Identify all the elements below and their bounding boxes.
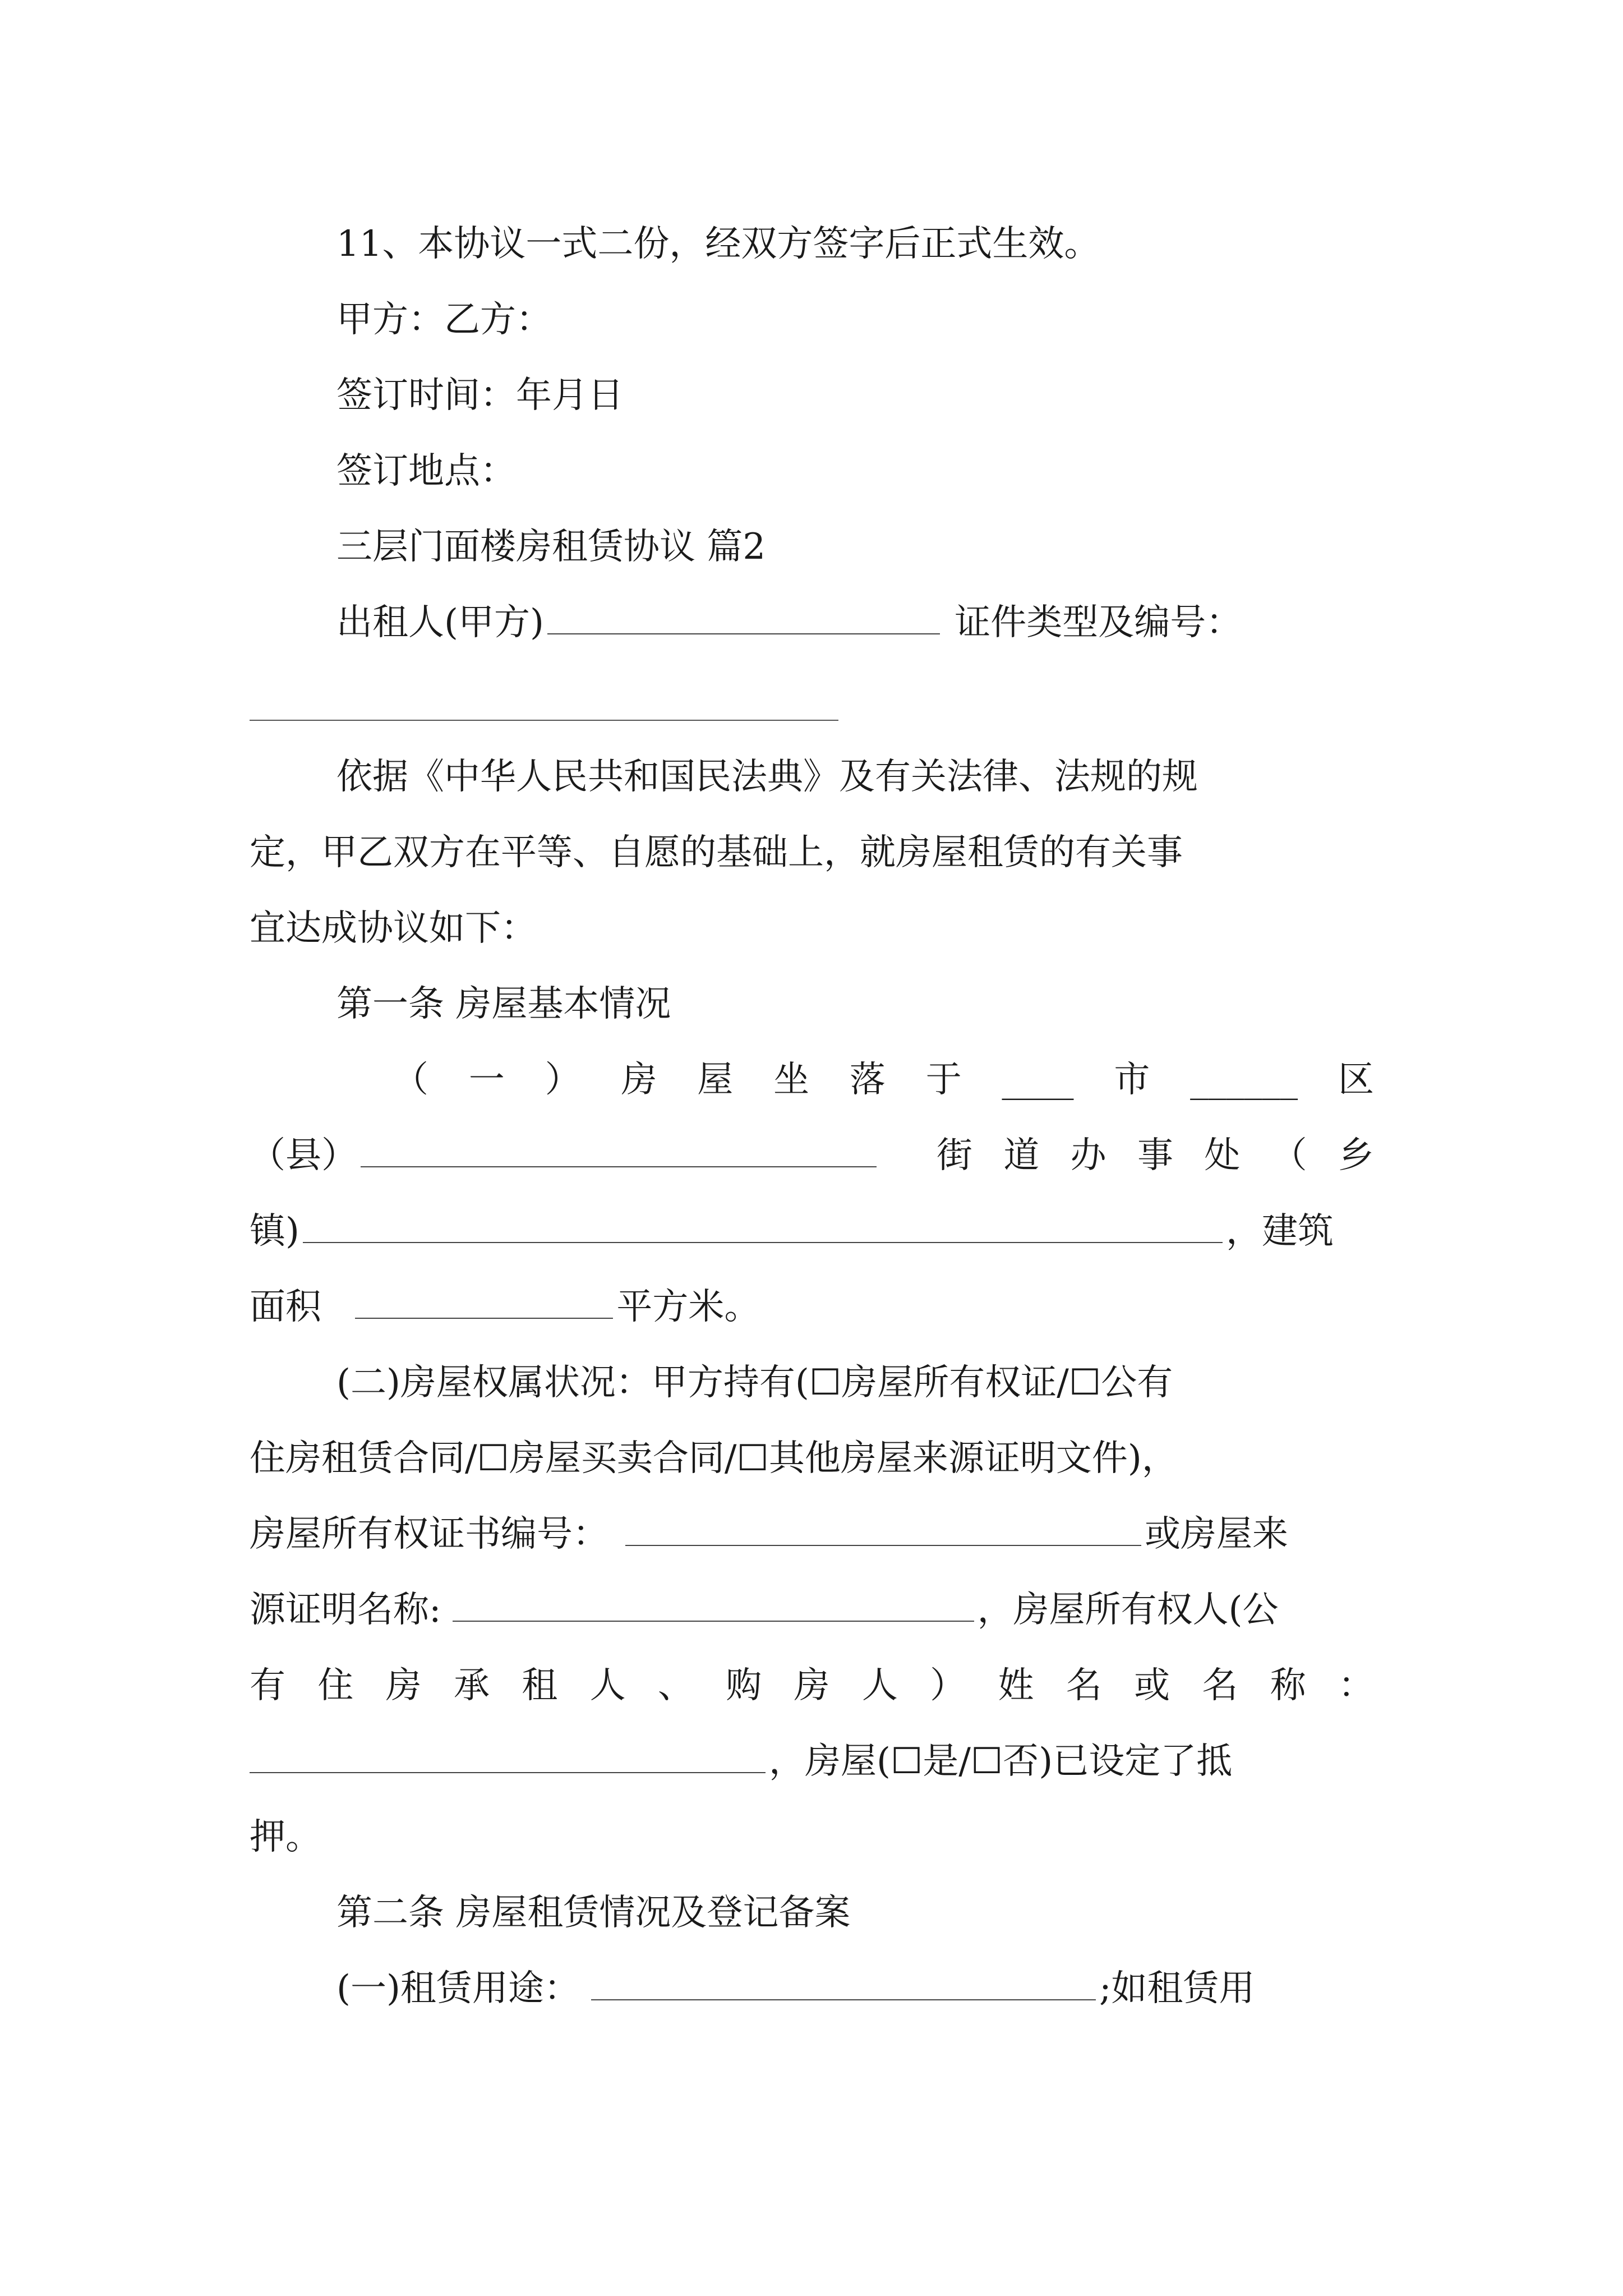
area-unit: 平方米。: [616, 1286, 760, 1328]
county-label: （县）: [250, 1135, 357, 1176]
usage-line: [336, 1966, 1255, 2011]
tenant-char: 名: [1202, 1665, 1238, 1706]
lessor-blank: [547, 601, 940, 634]
ownership-line-2: 住房租赁合同/☐房屋买卖合同/☐其他房屋来源证明文件)，: [250, 1438, 1178, 1479]
tenant-char: 承: [453, 1665, 490, 1706]
source-label: 或房屋来: [1145, 1513, 1288, 1555]
location-char: 落: [849, 1059, 886, 1101]
town-line: [250, 1209, 1334, 1254]
street-char: 处: [1204, 1135, 1241, 1176]
tenant-char: 人: [589, 1665, 626, 1706]
location-char: 区: [1338, 1059, 1374, 1101]
usage-blank: [591, 1967, 1096, 2000]
street-char: 道: [1003, 1135, 1040, 1176]
lessor-line: [336, 600, 1242, 645]
street-char: 乡: [1338, 1135, 1374, 1176]
location-char: ）: [545, 1059, 581, 1101]
clause-11: 11、本协议一式二份，经双方签字后正式生效。: [336, 223, 1100, 265]
source-name-line: [250, 1588, 1279, 1632]
area-label: 面积: [250, 1286, 321, 1328]
tenant-char: ）: [930, 1665, 966, 1706]
building-label: ，建筑: [1225, 1211, 1334, 1252]
county-blank: [361, 1134, 877, 1167]
section-heading: 三层门面楼房租赁协议 篇2: [336, 526, 766, 568]
tenant-char: 人: [861, 1665, 898, 1706]
id-type-label: 证件类型及编号：: [955, 602, 1242, 643]
street-char: （: [1271, 1135, 1307, 1176]
location-line: [250, 1057, 1374, 1102]
certificate-blank: [625, 1512, 1141, 1546]
town-label: 镇): [250, 1211, 299, 1252]
tenant-char: 名: [1066, 1665, 1102, 1706]
id-number-blank: [250, 720, 838, 721]
street-office-line: [937, 1133, 1374, 1178]
district-blank: ______: [1190, 1059, 1298, 1101]
tenant-char: ：: [1338, 1665, 1374, 1706]
certificate-line: [250, 1512, 1288, 1557]
tenant-char: 有: [250, 1665, 285, 1706]
mortgage-line: [250, 1739, 1232, 1784]
area-line: [250, 1285, 760, 1329]
location-char: 市: [1114, 1059, 1150, 1101]
owner-name-blank: [250, 1740, 766, 1773]
owner-label: ，房屋所有权人(公: [977, 1589, 1279, 1631]
ownership-line-1: (二)房屋权属状况：甲方持有(☐房屋所有权证/☐公有: [336, 1362, 1173, 1404]
location-char: （: [393, 1059, 428, 1101]
town-blank: [303, 1209, 1223, 1243]
street-char: 办: [1070, 1135, 1106, 1176]
city-blank: ____: [1002, 1059, 1074, 1101]
source-name-blank: [453, 1588, 974, 1622]
signing-date: 签订时间：年月日: [336, 375, 624, 416]
location-char: 于: [925, 1059, 962, 1101]
area-blank: [355, 1285, 613, 1319]
street-char: 街: [937, 1135, 972, 1176]
tenant-char: 房: [794, 1665, 830, 1706]
mortgage-line-end: 押。: [250, 1816, 321, 1858]
tenant-char: 租: [522, 1665, 558, 1706]
source-name-label: 源证明名称:: [250, 1589, 441, 1631]
location-char: 一: [468, 1059, 505, 1101]
tenant-char: 姓: [998, 1665, 1034, 1706]
article-2-heading: 第二条 房屋租赁情况及登记备案: [336, 1892, 851, 1934]
tenant-char: 房: [385, 1665, 422, 1706]
party-signatures: 甲方：乙方：: [336, 299, 552, 341]
tenant-char: 购: [726, 1665, 762, 1706]
location-char: 坐: [773, 1059, 810, 1101]
certificate-label: 房屋所有权证书编号：: [250, 1513, 608, 1555]
usage-continued: ;如租赁用: [1099, 1968, 1255, 2009]
usage-label: (一)租赁用途：: [336, 1968, 580, 2009]
preamble-line-2: 定，甲乙双方在平等、自愿的基础上，就房屋租赁的有关事: [250, 832, 1183, 873]
preamble-line-1: 依据《中华人民共和国民法典》及有关法律、法规的规: [336, 756, 1198, 798]
lessor-label: 出租人(甲方): [336, 602, 544, 643]
street-char: 事: [1137, 1135, 1173, 1176]
mortgage-label: ，房屋(☐是/☐否)已设定了抵: [769, 1741, 1233, 1782]
article-1-heading: 第一条 房屋基本情况: [336, 983, 671, 1025]
tenant-char: 、: [657, 1665, 694, 1706]
signing-place: 签订地点：: [336, 450, 516, 492]
location-char: 房: [621, 1059, 657, 1101]
tenant-char: 称: [1270, 1665, 1306, 1706]
county-line: [250, 1133, 880, 1178]
tenant-char: 住: [317, 1665, 354, 1706]
location-char: 屋: [697, 1059, 734, 1101]
preamble-line-3: 宜达成协议如下：: [250, 908, 537, 949]
tenant-name-line: [250, 1663, 1374, 1708]
tenant-char: 或: [1134, 1665, 1170, 1706]
